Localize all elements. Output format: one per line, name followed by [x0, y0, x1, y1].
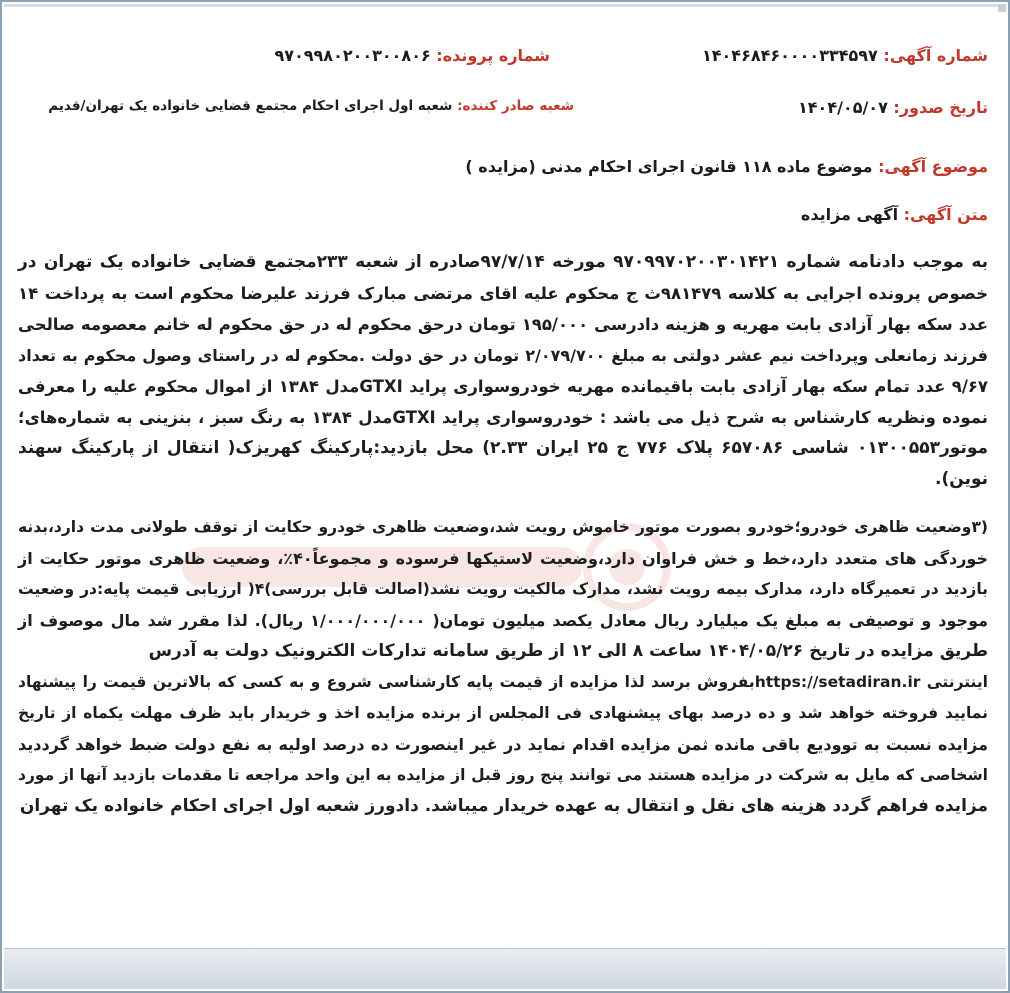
paragraph-line: اینترنتی https://setadiran.irبفروش برسد لذا مزایده از قیمت پایه کارشناسی شروع و به کسی که بالاترین قیمت را پیشنهاد: [18, 673, 989, 691]
case-number: [274, 46, 550, 65]
issuing-branch-value: شعبه اول اجرای احکام مجتمع قضایی خانواده یک تهران/قدیم: [48, 98, 453, 114]
paragraph-line: اشخاصی که مایل به شرکت در مزایده هستند می توانند پنج روز قبل از مزایده به این واحد مراجعه تا مقدمات بازدید آنها از مورد: [18, 766, 988, 784]
paragraph-line: عدد سکه بهار آزادی بابت مهریه و هزینه دادرسی ۱۹۵/۰۰۰ تومان درحق محکوم له در حق محکوم له خانم معصومه صالحی: [18, 315, 988, 334]
case-number-value: ۹۷۰۹۹۸۰۲۰۰۳۰۰۸۰۶: [274, 46, 431, 65]
ad-number-label: شماره آگهی:: [883, 46, 988, 65]
paragraph-line: فرزند زمانعلی وپرداخت نیم عشر دولتی به مبلغ ۲/۰۷۹/۷۰۰ تومان در حق دولت .محکوم له در راستای وصول محکوم به تعداد: [18, 346, 989, 365]
ad-text-heading: [801, 205, 988, 224]
paragraph-line: خوردگی های متعدد دارد،خط و خش فراوان دارد،وضعیت لاستیکها فرسوده و مجموعاً۴۰٪، وضعیت ظاهری موتور حکایت از: [18, 549, 988, 568]
issue-date-value: ۱۴۰۴/۰۵/۰۷: [798, 98, 888, 117]
corner-edge: [998, 4, 1006, 12]
paragraph-line: به موجب دادنامه شماره ۹۷۰۹۹۷۰۲۰۰۳۰۱۴۲۱ مورخه ۹۷/۷/۱۴صادره از شعبه ۲۳۳مجتمع قضایی خانواده یک تهران در: [18, 252, 989, 272]
paragraph-line: نوین).: [935, 469, 988, 489]
case-number-label: شماره پرونده:: [436, 46, 550, 65]
paragraph-line: بازدید در تعمیرگاه دارد، مدارک بیمه رویت نشد، مدارک مالکیت رویت نشد(اصالت قابل بررسی)۴( ارزیابی قیمت پایه:در وضعیت: [18, 580, 988, 598]
paragraph-line: نموده ونظریه کارشناس به شرح ذیل می باشد : خودروسواری پراید GTXIمدل ۱۳۸۴ به رنگ سبز ، بنزینی به شماره‌های؛: [18, 408, 988, 427]
paragraph-line: (۳وضعیت ظاهری خودرو؛خودرو بصورت موتور خاموش رویت شد،وضعیت ظاهری خودرو حکایت از توقف طولانی مدت دارد،بدنه: [18, 518, 988, 536]
ad-subject: [465, 157, 988, 176]
issuing-branch-label: شعبه صادر کننده:: [457, 98, 574, 114]
ad-number-value: ۱۴۰۴۶۸۴۶۰۰۰۰۳۳۴۵۹۷: [702, 46, 878, 65]
paragraph-line: خصوص پرونده اجرایی به کلاسه ۹۸۱۴۷۹ث ج محکوم علیه اقای مرتضی مبارک فرزند علیرضا محکوم است به پرداخت ۱۴: [18, 284, 988, 303]
ad-number: [702, 46, 988, 65]
subject-value: موضوع ماده ۱۱۸ قانون اجرای احکام مدنی (مزایده ): [465, 157, 873, 176]
paragraph-line: مزایده نسبت به توودیع باقی مانده ثمن مزایده اقدام نماید در غیر اینصورت ده درصد اولیه به نفع دولت ضبط خواهد گرددید: [18, 735, 988, 754]
paragraph-line: نمایید فروخته خواهد شد و ده درصد بهای پیشنهادی فی المجلس از برنده مزایده اخذ و خریدار باید ظرف مهلت یکماه از تاریخ: [18, 704, 988, 722]
paragraph-line: موجود و توصیفی به مبلغ یک میلیارد ریال معادل یکصد میلیون تومان( ۱/۰۰۰/۰۰۰/۰۰۰ ریال). لذا مقرر شد مال موصوف از: [18, 611, 989, 630]
paragraph-line: موتور۰۱۳۰۰۵۵۳ شاسی ۶۵۷۰۸۶ پلاک ۷۷۶ ج ۲۵ ایران ۲.۳۳) محل بازدید:پارکینگ کهریزک( انتقال از پارکینگ سهند: [18, 438, 989, 458]
issuing-branch: [48, 98, 574, 114]
issue-date: [798, 98, 988, 117]
top-border: [4, 4, 1006, 7]
text-value: آگهی مزایده: [800, 205, 899, 224]
subject-label: موضوع آگهی:: [878, 157, 988, 176]
paragraph-line: ۹/۶۷ عدد تمام سکه بهار آزادی بابت باقیمانده مهریه خودروسواری پراید GTXIمدل ۱۳۸۴ از اموال محکوم علیه را معرفی: [18, 377, 988, 396]
text-label: متن آگهی:: [903, 205, 988, 224]
paragraph-line: مزایده فراهم گردد هزینه های نقل و انتقال به عهده خریدار میباشد. دادورز شعبه اول اجرای احکام خانواده یک تهران: [19, 796, 988, 816]
bottom-bar: [4, 948, 1006, 989]
paragraph-line: طریق مزایده در تاریخ ۱۴۰۴/۰۵/۲۶ ساعت ۸ الی ۱۲ از طریق سامانه تدارکات الکترونیک دولت به آدرس: [148, 641, 988, 661]
issue-date-label: تاریخ صدور:: [893, 98, 988, 117]
